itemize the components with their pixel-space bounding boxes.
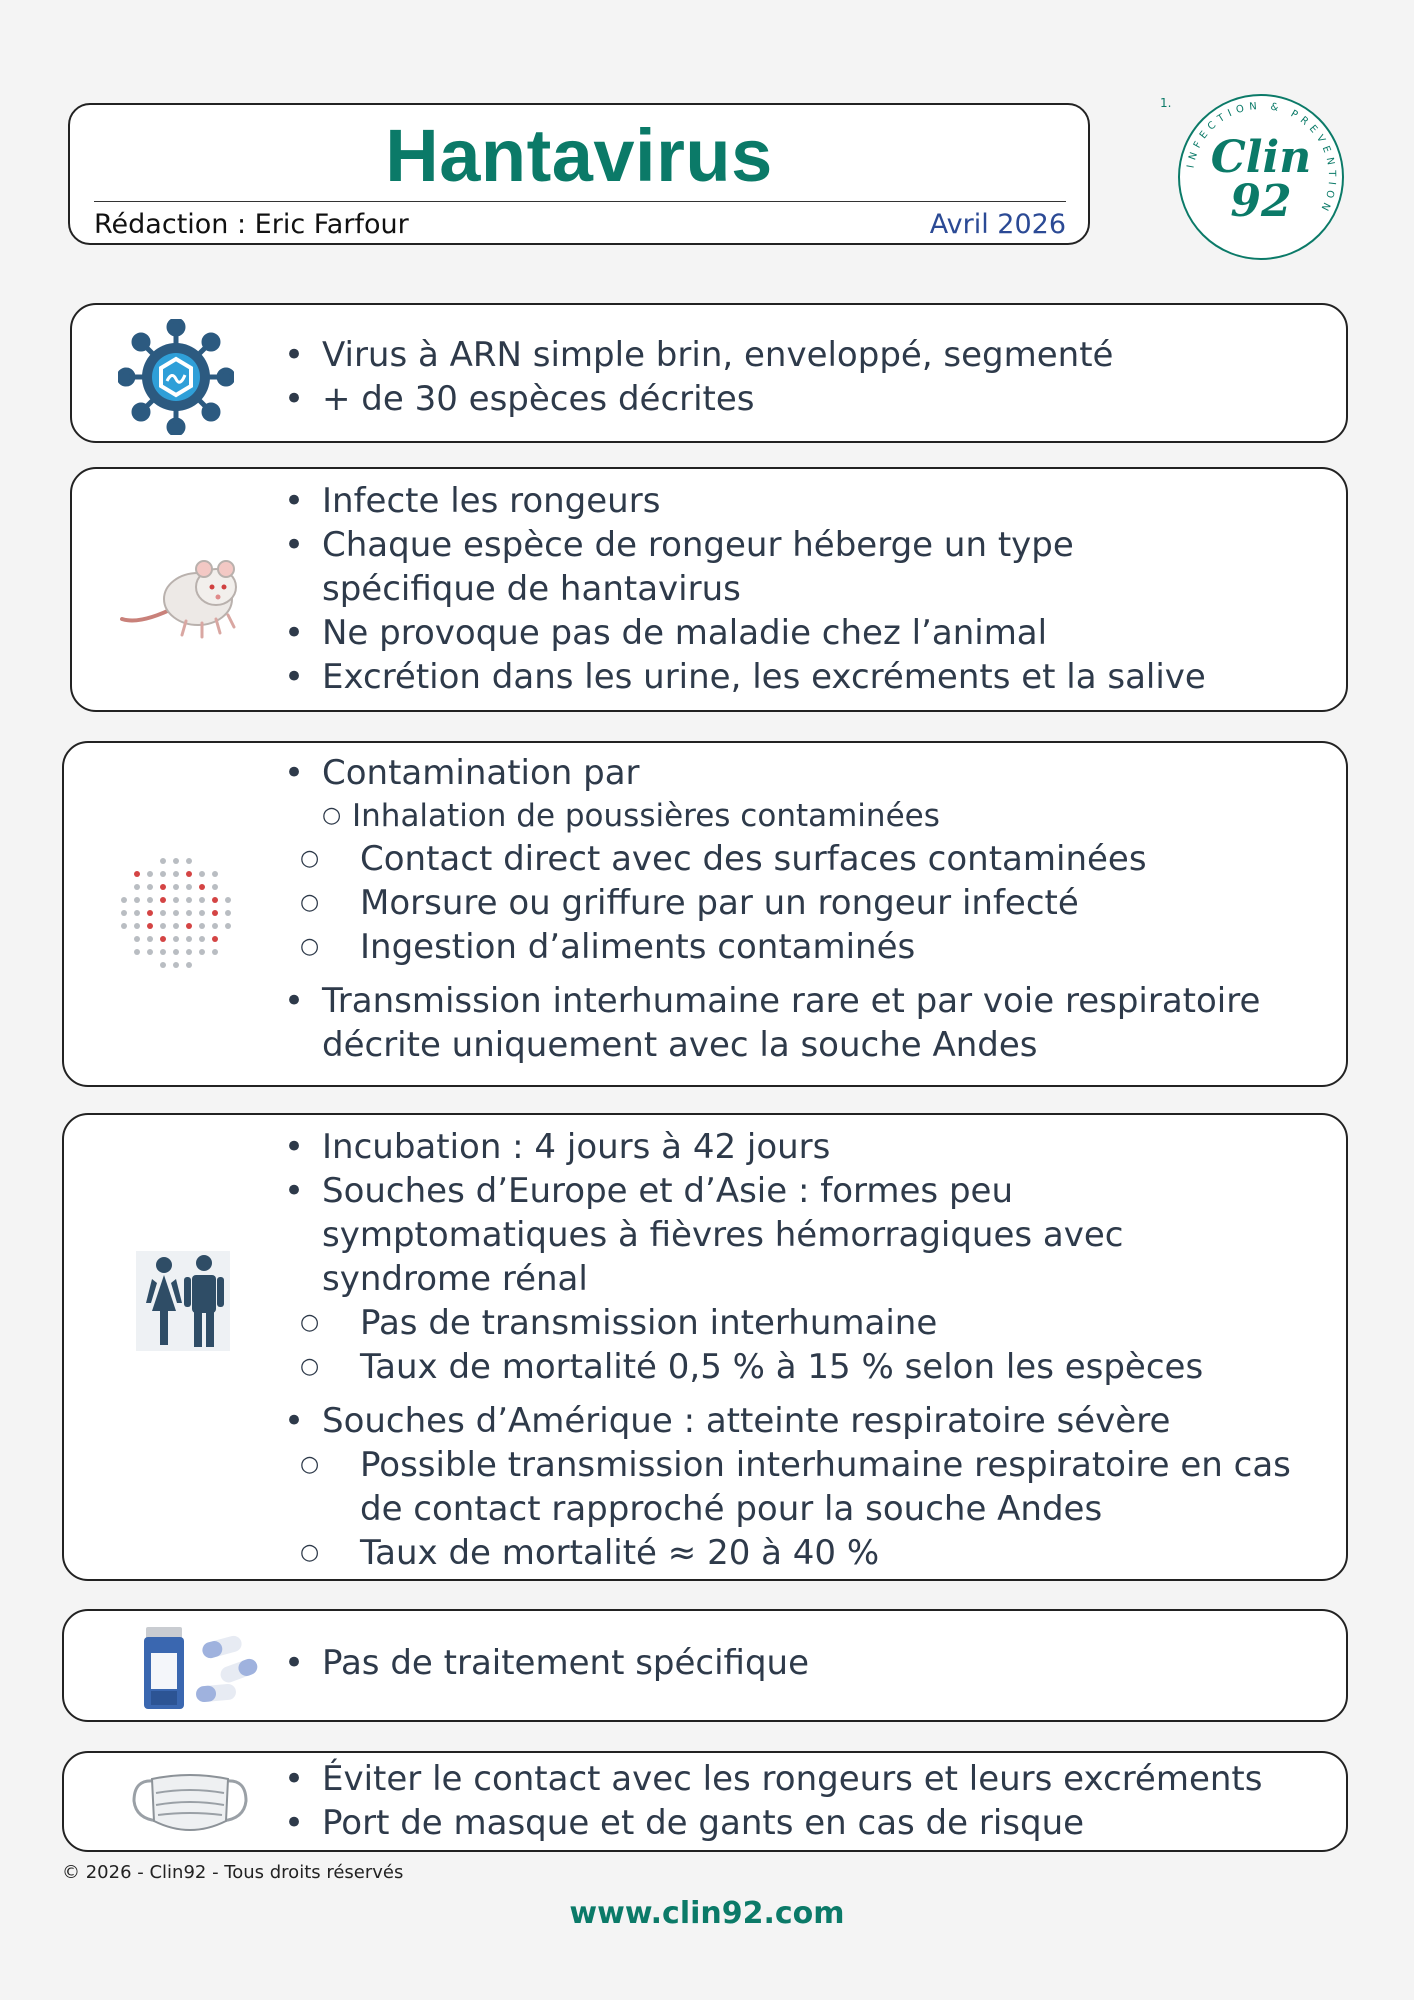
svg-text:92: 92 bbox=[1230, 176, 1292, 227]
virus-icon bbox=[118, 319, 234, 435]
sub-list-item: ○ Ingestion d’aliments contaminés bbox=[300, 925, 1334, 969]
copyright-text: © 2026 - Clin92 - Tous droits réservés bbox=[62, 1862, 404, 1883]
sub-list-item: ○ Pas de transmission interhumaine bbox=[300, 1301, 1202, 1345]
medication-icon bbox=[142, 1625, 262, 1711]
transmission-network-icon bbox=[116, 853, 236, 973]
list-item-text: Contamination par bbox=[322, 753, 640, 793]
website-link[interactable]: www.clin92.com bbox=[569, 1896, 845, 1931]
svg-text:Clin: Clin bbox=[1210, 132, 1312, 183]
clin92-logo bbox=[1176, 92, 1346, 262]
list-item-text: Souches d’Europe et d’Asie : formes peu symptomatiques à fièvres hémorragiques avec syndrome rénal bbox=[322, 1171, 1124, 1299]
list-item: • Ne provoque pas de maladie chez l’animal bbox=[284, 611, 1324, 655]
rat-icon bbox=[120, 547, 250, 647]
card-treatment bbox=[62, 1609, 1348, 1722]
list-item: • Excrétion dans les urine, les excréments et la salive bbox=[284, 655, 1324, 699]
list-item: • Virus à ARN simple brin, enveloppé, segmenté bbox=[284, 333, 1113, 377]
card-clinical bbox=[62, 1113, 1348, 1581]
list-item bbox=[284, 1399, 1334, 1575]
list-item bbox=[284, 751, 1334, 969]
card-transmission bbox=[62, 741, 1348, 1087]
list-item: • Transmission interhumaine rare et par voie respiratoire décrite uniquement avec la souche Andes bbox=[284, 979, 1334, 1067]
list-item: • Chaque espèce de rongeur héberge un type spécifique de hantavirus bbox=[284, 523, 1162, 611]
people-icon bbox=[136, 1251, 230, 1351]
svg-text:INFECTION & PREVENTION: INFECTION & PREVENTION bbox=[1185, 100, 1338, 217]
list-item: • Port de masque et de gants en cas de risque bbox=[284, 1801, 1262, 1845]
sub-list-item: ○ Possible transmission interhumaine respiratoire en cas de contact rapproché pour la souche Andes bbox=[300, 1443, 1334, 1531]
header-divider bbox=[94, 201, 1066, 202]
list-item: • Pas de traitement spécifique bbox=[284, 1641, 809, 1685]
sub-list-item: ○ Taux de mortalité 0,5 % à 15 % selon les espèces bbox=[300, 1345, 1202, 1389]
sub-list-item: ○ Taux de mortalité ≈ 20 à 40 % bbox=[300, 1531, 1334, 1575]
list-item-text: Souches d’Amérique : atteinte respiratoire sévère bbox=[322, 1401, 1171, 1441]
card-prevention bbox=[62, 1751, 1348, 1852]
card-rodents bbox=[70, 467, 1348, 712]
logo-small-mark: 1. bbox=[1160, 96, 1172, 110]
list-item bbox=[284, 1169, 1202, 1389]
page-title: Hantavirus bbox=[385, 114, 773, 197]
list-item: • Infecte les rongeurs bbox=[284, 479, 1324, 523]
list-item: • + de 30 espèces décrites bbox=[284, 377, 1113, 421]
author-label: Rédaction : Eric Farfour bbox=[94, 209, 409, 240]
sub-list-item: ○ Contact direct avec des surfaces contaminées bbox=[300, 837, 1334, 881]
card-virus-description bbox=[70, 303, 1348, 443]
header-box bbox=[68, 103, 1090, 245]
publication-date: Avril 2026 bbox=[929, 209, 1066, 240]
sub-list-item: ○ Inhalation de poussières contaminées bbox=[322, 795, 1334, 837]
list-item: • Éviter le contact avec les rongeurs et leurs excréments bbox=[284, 1757, 1262, 1801]
mask-icon bbox=[130, 1771, 250, 1837]
sub-list-item: ○ Morsure ou griffure par un rongeur infecté bbox=[300, 881, 1334, 925]
list-item: • Incubation : 4 jours à 42 jours bbox=[284, 1125, 1334, 1169]
